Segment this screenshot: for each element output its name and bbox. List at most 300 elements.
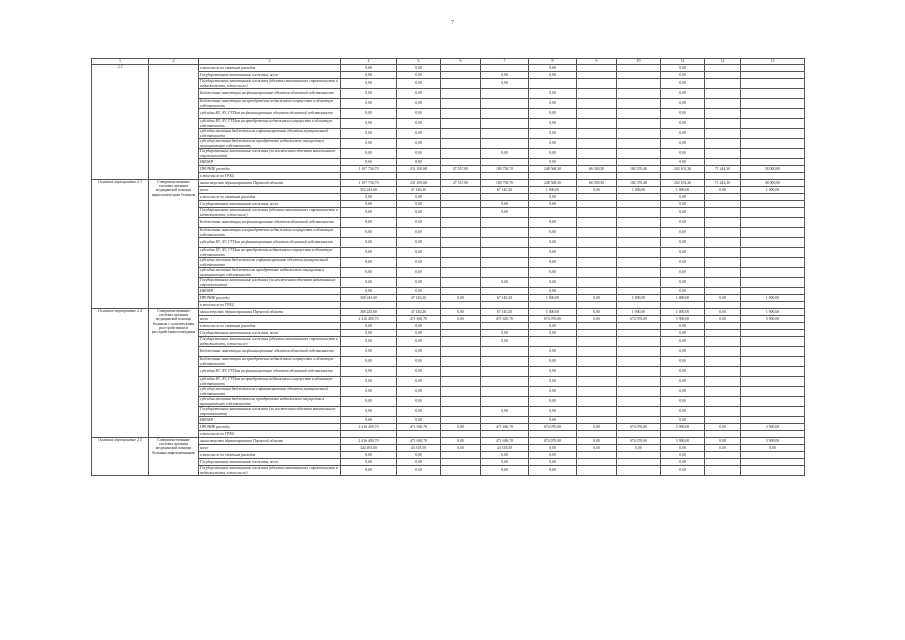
amount-cell: 0,00	[397, 194, 441, 201]
funding-source: Государственные капитальные вложения (объекты капитального строительства и недвижимости, в том числе)	[199, 337, 341, 347]
amount-cell: 1 000,00	[529, 309, 577, 316]
amount-cell: 0,00	[741, 445, 805, 452]
funding-source: Государственные капитальные вложения, всего	[199, 459, 341, 466]
budget-table	[91, 58, 805, 476]
amount-cell: 231 295,68	[397, 180, 441, 187]
amount-cell	[705, 194, 741, 201]
amount-cell: 0,00	[397, 248, 441, 258]
table-row	[92, 337, 805, 347]
amount-cell: 0,00	[661, 201, 705, 208]
amount-cell	[481, 302, 529, 309]
table-row	[92, 466, 805, 476]
amount-cell: 0,00	[529, 72, 577, 79]
table-row	[92, 288, 805, 295]
amount-cell	[577, 407, 617, 417]
amount-cell	[741, 459, 805, 466]
amount-cell	[577, 173, 617, 180]
amount-cell	[705, 417, 741, 424]
amount-cell	[705, 397, 741, 407]
table-row	[92, 109, 805, 119]
event-code: Основное мероприятие 2.3	[92, 180, 149, 309]
amount-cell: 0,00	[341, 139, 397, 149]
amount-cell: 0,00	[661, 159, 705, 166]
amount-cell: 0,00	[661, 387, 705, 397]
amount-cell	[441, 466, 481, 476]
amount-cell: 0,00	[529, 159, 577, 166]
amount-cell	[481, 431, 529, 438]
amount-cell	[741, 99, 805, 109]
amount-cell	[397, 173, 441, 180]
amount-cell	[617, 278, 661, 288]
table-row	[92, 278, 805, 288]
amount-cell: 1 000,00	[741, 187, 805, 194]
amount-cell: 71 244,30	[705, 166, 741, 173]
amount-cell	[441, 109, 481, 119]
funding-source: НИОКР	[199, 159, 341, 166]
amount-cell: 0,00	[441, 445, 481, 452]
amount-cell: 674 070,00	[529, 438, 577, 445]
table-row	[92, 316, 805, 323]
amount-cell: 0,00	[341, 149, 397, 159]
funding-source: субсидии местным бюджетам на приобретение недвижимого имущества в муниципальную собственность	[199, 397, 341, 407]
amount-cell	[577, 218, 617, 228]
amount-cell	[617, 201, 661, 208]
amount-cell	[441, 288, 481, 295]
funding-source: Бюджетные инвестиции на финансирование объектов областной собственности	[199, 347, 341, 357]
amount-cell: 0,00	[481, 330, 529, 337]
amount-cell: 5 900,00	[741, 316, 805, 323]
amount-cell: 0,00	[341, 323, 397, 330]
amount-cell	[577, 377, 617, 387]
amount-cell: 0,00	[397, 367, 441, 377]
amount-cell	[705, 288, 741, 295]
amount-cell: 0,00	[529, 258, 577, 268]
amount-cell	[705, 173, 741, 180]
amount-cell: 0,00	[577, 424, 617, 431]
amount-cell: 0,00	[481, 407, 529, 417]
amount-cell: 202 103,26	[661, 166, 705, 173]
amount-cell: 0,00	[341, 129, 397, 139]
amount-cell: 0,00	[661, 149, 705, 159]
amount-cell: 0,00	[341, 407, 397, 417]
amount-cell	[441, 377, 481, 387]
amount-cell: 0,00	[529, 367, 577, 377]
amount-cell	[481, 159, 529, 166]
amount-cell	[705, 367, 741, 377]
amount-cell	[617, 139, 661, 149]
amount-cell: 67 140,20	[481, 309, 529, 316]
amount-cell	[741, 72, 805, 79]
amount-cell: 0,00	[341, 337, 397, 347]
amount-cell: 0,00	[661, 278, 705, 288]
amount-cell	[481, 228, 529, 238]
amount-cell: 471 630,70	[397, 316, 441, 323]
amount-cell: 0,00	[397, 323, 441, 330]
amount-cell: 471 630,70	[481, 316, 529, 323]
amount-cell: 0,00	[341, 218, 397, 228]
amount-cell	[577, 109, 617, 119]
amount-cell: 0,00	[481, 337, 529, 347]
funding-source: Государственные капитальные вложения (объекты капитального строительства и недвижимости, в том числе)	[199, 466, 341, 476]
amount-cell	[441, 208, 481, 218]
amount-cell	[397, 431, 441, 438]
amount-cell	[617, 431, 661, 438]
amount-cell: 0,00	[661, 466, 705, 476]
amount-cell	[481, 288, 529, 295]
amount-cell: 47 140,20	[397, 295, 441, 302]
amount-cell	[705, 258, 741, 268]
amount-cell	[577, 228, 617, 238]
amount-cell	[705, 218, 741, 228]
amount-cell	[529, 208, 577, 218]
amount-cell	[577, 367, 617, 377]
amount-cell	[577, 330, 617, 337]
amount-cell: 0,00	[529, 65, 577, 72]
amount-cell	[705, 201, 741, 208]
amount-cell	[481, 218, 529, 228]
amount-cell	[441, 407, 481, 417]
amount-cell: 0,00	[397, 208, 441, 218]
table-row	[92, 208, 805, 218]
amount-cell: 0,00	[397, 72, 441, 79]
amount-cell: 0,00	[661, 367, 705, 377]
amount-cell	[577, 194, 617, 201]
amount-cell	[705, 347, 741, 357]
funding-source: субсидии местным бюджетам на софинансирование объектов муниципальной собственности	[199, 387, 341, 397]
amount-cell: 1 000,00	[529, 187, 577, 194]
amount-cell	[741, 149, 805, 159]
amount-cell: 0,00	[341, 228, 397, 238]
amount-cell: 0,00	[341, 89, 397, 99]
amount-cell: 0,00	[705, 295, 741, 302]
amount-cell: 0,00	[397, 238, 441, 248]
amount-cell	[441, 149, 481, 159]
table-row	[92, 149, 805, 159]
amount-cell	[481, 268, 529, 278]
table-row	[92, 119, 805, 129]
amount-cell: 0,00	[577, 187, 617, 194]
column-number: 7	[481, 59, 529, 65]
table-row	[92, 79, 805, 89]
amount-cell: 47 140,20	[397, 309, 441, 316]
amount-cell: 0,00	[397, 452, 441, 459]
amount-cell: 0,00	[661, 109, 705, 119]
amount-cell	[441, 431, 481, 438]
funding-source: в том числе по статьям расходов	[199, 65, 341, 72]
column-number: 4	[341, 59, 397, 65]
amount-cell: 0,00	[341, 330, 397, 337]
amount-cell	[481, 417, 529, 424]
amount-cell: 0,00	[529, 347, 577, 357]
amount-cell	[617, 89, 661, 99]
amount-cell: 0,00	[661, 397, 705, 407]
amount-cell: 1 000,00	[661, 309, 705, 316]
amount-cell: 0,00	[397, 347, 441, 357]
event-name: Совершенствование системы оказания медицинской помощи больным инфекционными	[149, 438, 199, 476]
amount-cell: 0,00	[341, 99, 397, 109]
amount-cell: 0,00	[705, 445, 741, 452]
table-row	[92, 180, 805, 187]
funding-source: в том числе по статьям расходов	[199, 452, 341, 459]
amount-cell	[481, 258, 529, 268]
amount-cell	[481, 194, 529, 201]
amount-cell	[441, 452, 481, 459]
amount-cell: 0,00	[397, 129, 441, 139]
amount-cell	[441, 367, 481, 377]
amount-cell	[441, 357, 481, 367]
column-number: 9	[577, 59, 617, 65]
amount-cell: 0,00	[341, 347, 397, 357]
amount-cell	[661, 302, 705, 309]
table-row	[92, 194, 805, 201]
amount-cell	[441, 238, 481, 248]
amount-cell	[705, 79, 741, 89]
funding-source: Бюджетные инвестиции на приобретение недвижимого имущества в областную собственность	[199, 357, 341, 367]
amount-cell	[617, 109, 661, 119]
amount-cell: 0,00	[529, 248, 577, 258]
amount-cell	[577, 268, 617, 278]
amount-cell: 0,00	[661, 258, 705, 268]
amount-cell	[705, 452, 741, 459]
amount-cell	[441, 330, 481, 337]
amount-cell	[741, 208, 805, 218]
amount-cell: 0,00	[529, 407, 577, 417]
amount-cell: 0,00	[661, 218, 705, 228]
amount-cell	[577, 302, 617, 309]
table-row	[92, 89, 805, 99]
amount-cell	[741, 452, 805, 459]
table-row	[92, 357, 805, 367]
amount-cell	[617, 330, 661, 337]
amount-cell	[529, 173, 577, 180]
column-number: 2	[149, 59, 199, 65]
amount-cell	[481, 397, 529, 407]
amount-cell	[577, 79, 617, 89]
amount-cell	[577, 417, 617, 424]
amount-cell	[617, 149, 661, 159]
amount-cell	[617, 173, 661, 180]
amount-cell	[741, 302, 805, 309]
amount-cell	[481, 357, 529, 367]
amount-cell: 0,00	[481, 149, 529, 159]
amount-cell: 0,00	[577, 309, 617, 316]
amount-cell	[529, 79, 577, 89]
amount-cell	[705, 129, 741, 139]
funding-source: всего	[199, 445, 341, 452]
event-name: Совершенствование системы оказания медицинской помощи больным с психическими расстройствами и расстройствами поведения	[149, 309, 199, 438]
amount-cell: 0,00	[397, 330, 441, 337]
column-number: 1	[92, 59, 149, 65]
amount-cell	[577, 278, 617, 288]
event-code: Основное мероприятие 2.5	[92, 438, 149, 476]
amount-cell	[441, 278, 481, 288]
amount-cell	[577, 129, 617, 139]
amount-cell	[577, 119, 617, 129]
amount-cell	[705, 357, 741, 367]
amount-cell	[741, 173, 805, 180]
amount-cell: 202 103,26	[661, 180, 705, 187]
amount-cell: 1 000,00	[661, 187, 705, 194]
amount-cell	[617, 248, 661, 258]
funding-source: субсидии местным бюджетам на софинансирование объектов муниципальной собственности	[199, 129, 341, 139]
amount-cell	[577, 337, 617, 347]
amount-cell: 180 758,70	[481, 166, 529, 173]
amount-cell: 0,00	[529, 357, 577, 367]
amount-cell: 0,00	[397, 278, 441, 288]
amount-cell	[741, 466, 805, 476]
amount-cell	[481, 323, 529, 330]
amount-cell: 471 630,70	[397, 438, 441, 445]
amount-cell: 1 000,00	[661, 295, 705, 302]
funding-source: всего	[199, 187, 341, 194]
amount-cell: 0,00	[661, 228, 705, 238]
event-code: Основное мероприятие 2.4	[92, 309, 149, 438]
amount-cell: 354 243,60	[341, 187, 397, 194]
amount-cell	[441, 228, 481, 238]
amount-cell: 0,00	[529, 445, 577, 452]
amount-cell: 0,00	[529, 109, 577, 119]
amount-cell: 0,00	[529, 89, 577, 99]
amount-cell	[741, 347, 805, 357]
column-number: 10	[617, 59, 661, 65]
amount-cell: 0,00	[661, 79, 705, 89]
amount-cell: 0,00	[341, 208, 397, 218]
amount-cell: 0,00	[481, 466, 529, 476]
amount-cell	[441, 173, 481, 180]
funding-source: Государственные капитальные вложения (объекты капитального строительства и недвижимости, в том числе)	[199, 208, 341, 218]
amount-cell	[441, 72, 481, 79]
table-row	[92, 459, 805, 466]
amount-cell	[617, 397, 661, 407]
amount-cell	[577, 452, 617, 459]
amount-cell: 0,00	[661, 357, 705, 367]
amount-cell: 0,00	[661, 323, 705, 330]
amount-cell: 0,00	[529, 238, 577, 248]
amount-cell: 0,00	[529, 119, 577, 129]
amount-cell	[741, 139, 805, 149]
amount-cell	[617, 407, 661, 417]
amount-cell: 0,00	[705, 438, 741, 445]
amount-cell: 0,00	[661, 248, 705, 258]
amount-cell: 0,00	[397, 268, 441, 278]
amount-cell: 0,00	[341, 357, 397, 367]
amount-cell	[705, 387, 741, 397]
amount-cell	[705, 302, 741, 309]
amount-cell	[617, 72, 661, 79]
amount-cell: 0,00	[397, 89, 441, 99]
amount-cell	[705, 109, 741, 119]
amount-cell: 0,00	[529, 466, 577, 476]
funding-source: субсидии местным бюджетам на софинансирование объектов муниципальной собственности	[199, 258, 341, 268]
table-row	[92, 99, 805, 109]
amount-cell	[481, 99, 529, 109]
amount-cell: 0,00	[341, 466, 397, 476]
amount-cell	[341, 431, 397, 438]
amount-cell: 0,00	[397, 459, 441, 466]
amount-cell: 0,00	[529, 278, 577, 288]
table-row	[92, 302, 805, 309]
amount-cell: 0,00	[341, 288, 397, 295]
amount-cell	[741, 228, 805, 238]
funding-source: субсидии БУ, АУ, ГУПам на приобретение недвижимого имущества в областную собственность	[199, 377, 341, 387]
amount-cell	[441, 201, 481, 208]
funding-source: Бюджетные инвестиции на приобретение недвижимого имущества в областную собственность	[199, 99, 341, 109]
amount-cell	[481, 173, 529, 180]
amount-cell: 0,00	[397, 228, 441, 238]
funding-source: субсидии БУ, АУ, ГУПам на приобретение недвижимого имущества в областную собственность	[199, 248, 341, 258]
table-row	[92, 72, 805, 79]
amount-cell	[705, 459, 741, 466]
amount-cell	[741, 407, 805, 417]
amount-cell: 0,00	[529, 377, 577, 387]
amount-cell: 674 070,00	[617, 316, 661, 323]
table-row	[92, 330, 805, 337]
amount-cell: 0,00	[661, 268, 705, 278]
amount-cell: 0,00	[397, 466, 441, 476]
amount-cell	[397, 302, 441, 309]
amount-cell	[705, 72, 741, 79]
amount-cell	[741, 159, 805, 166]
amount-cell	[341, 173, 397, 180]
amount-cell: 0,00	[705, 424, 741, 431]
amount-cell: 1 107 756,70	[341, 166, 397, 173]
amount-cell: 344 491,00	[341, 445, 397, 452]
amount-cell	[577, 248, 617, 258]
amount-cell	[529, 337, 577, 347]
amount-cell	[617, 337, 661, 347]
amount-cell	[441, 248, 481, 258]
amount-cell: 67 140,20	[481, 187, 529, 194]
column-number: 13	[741, 59, 805, 65]
amount-cell	[617, 238, 661, 248]
amount-cell: 5 900,00	[741, 438, 805, 445]
amount-cell: 2 416 490,70	[341, 424, 397, 431]
amount-cell: 67 140,20	[481, 295, 529, 302]
table-row	[92, 452, 805, 459]
amount-cell	[741, 119, 805, 129]
table-row	[92, 295, 805, 302]
amount-cell	[577, 347, 617, 357]
amount-cell: 0,00	[397, 79, 441, 89]
amount-cell: 0,00	[441, 295, 481, 302]
amount-cell: 0,00	[577, 295, 617, 302]
amount-cell: 0,00	[529, 218, 577, 228]
amount-cell: 0,00	[661, 445, 705, 452]
amount-cell	[741, 129, 805, 139]
amount-cell: 0,00	[341, 79, 397, 89]
amount-cell: 2 416 490,70	[341, 316, 397, 323]
amount-cell	[705, 278, 741, 288]
funding-source: Бюджетные инвестиции на финансирование объектов областной собственности	[199, 89, 341, 99]
amount-cell	[741, 431, 805, 438]
funding-source: министерство здравоохранения Пермской области	[199, 180, 341, 187]
amount-cell: 0,00	[441, 309, 481, 316]
amount-cell: 0,00	[661, 337, 705, 347]
amount-cell	[441, 323, 481, 330]
amount-cell: 248 568,30	[529, 180, 577, 187]
amount-cell: 0,00	[397, 99, 441, 109]
amount-cell: 674 070,00	[529, 424, 577, 431]
amount-cell: 0,00	[341, 417, 397, 424]
amount-cell	[741, 218, 805, 228]
table-row	[92, 367, 805, 377]
amount-cell: 0,00	[661, 89, 705, 99]
amount-cell: 0,00	[529, 149, 577, 159]
table-row	[92, 438, 805, 445]
funding-source: в том числе по статьям расходов	[199, 323, 341, 330]
amount-cell: 5 900,00	[661, 316, 705, 323]
amount-cell: 66 339,30	[577, 180, 617, 187]
